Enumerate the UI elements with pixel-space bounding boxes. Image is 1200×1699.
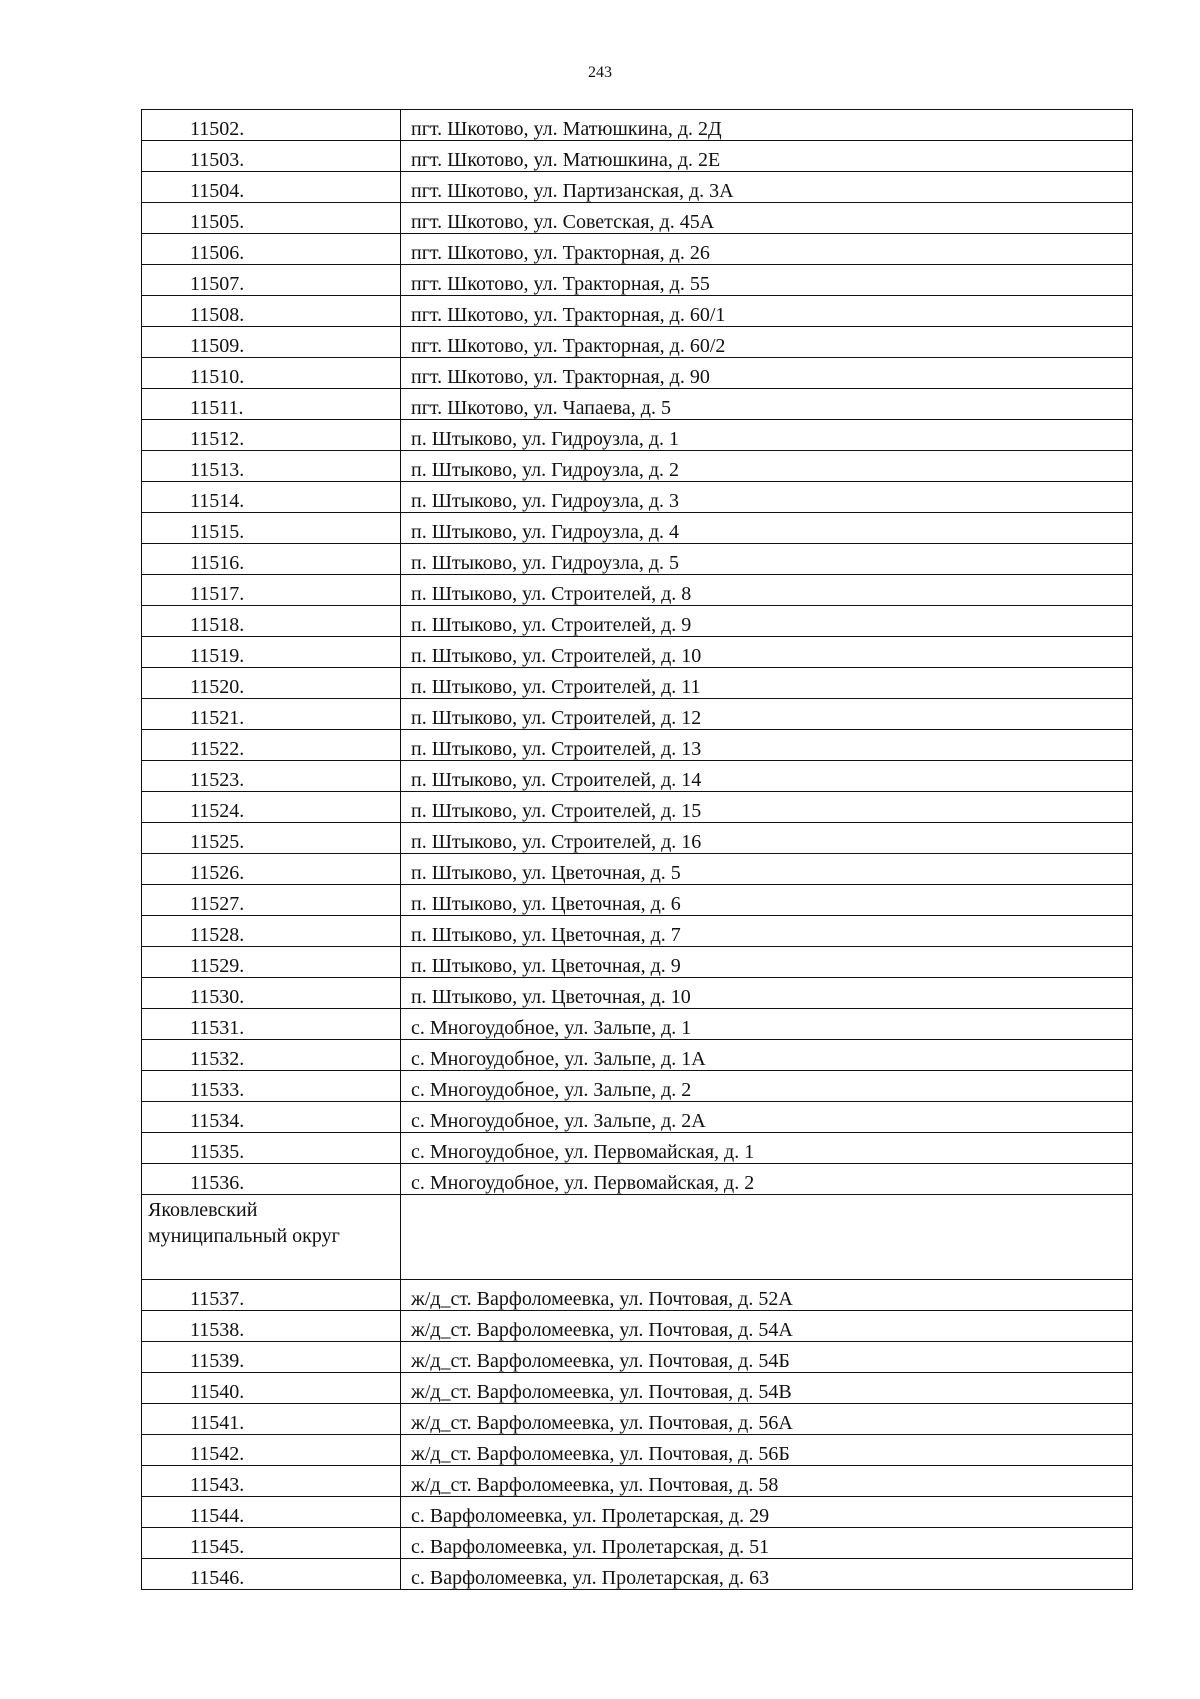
row-number: 11507.: [142, 265, 401, 296]
row-address: п. Штыково, ул. Цветочная, д. 5: [401, 854, 1133, 885]
row-address: пгт. Шкотово, ул. Партизанская, д. 3А: [401, 172, 1133, 203]
row-number: 11545.: [142, 1528, 401, 1559]
row-address: ж/д_ст. Варфоломеевка, ул. Почтовая, д. 54В: [401, 1373, 1133, 1404]
row-address: пгт. Шкотово, ул. Матюшкина, д. 2Д: [401, 110, 1133, 141]
row-address: с. Многоудобное, ул. Зальпе, д. 2А: [401, 1102, 1133, 1133]
row-number: 11514.: [142, 482, 401, 513]
row-address: п. Штыково, ул. Цветочная, д. 6: [401, 885, 1133, 916]
table-row: [142, 761, 1133, 792]
row-number: 11505.: [142, 203, 401, 234]
row-number: 11546.: [142, 1559, 401, 1590]
row-address: пгт. Шкотово, ул. Тракторная, д. 60/1: [401, 296, 1133, 327]
row-address: ж/д_ст. Варфоломеевка, ул. Почтовая, д. 54А: [401, 1311, 1133, 1342]
row-number: 11522.: [142, 730, 401, 761]
table-row: [142, 1071, 1133, 1102]
row-number: 11535.: [142, 1133, 401, 1164]
row-address: п. Штыково, ул. Цветочная, д. 7: [401, 916, 1133, 947]
row-number: 11527.: [142, 885, 401, 916]
table-row: [142, 637, 1133, 668]
row-address: п. Штыково, ул. Гидроузла, д. 2: [401, 451, 1133, 482]
row-address: п. Штыково, ул. Цветочная, д. 10: [401, 978, 1133, 1009]
table-row: [142, 1404, 1133, 1435]
table-row: [142, 606, 1133, 637]
table-row: [142, 389, 1133, 420]
row-number: 11532.: [142, 1040, 401, 1071]
table-row: [142, 172, 1133, 203]
row-number: 11536.: [142, 1164, 401, 1195]
table-row: [142, 1133, 1133, 1164]
row-address: п. Штыково, ул. Строителей, д. 11: [401, 668, 1133, 699]
row-number: 11540.: [142, 1373, 401, 1404]
row-address: ж/д_ст. Варфоломеевка, ул. Почтовая, д. 58: [401, 1466, 1133, 1497]
row-address: пгт. Шкотово, ул. Тракторная, д. 55: [401, 265, 1133, 296]
page-number: 243: [588, 64, 612, 81]
table-row: [142, 1466, 1133, 1497]
row-address: п. Штыково, ул. Строителей, д. 14: [401, 761, 1133, 792]
row-number: 11508.: [142, 296, 401, 327]
row-number: 11503.: [142, 141, 401, 172]
row-number: 11539.: [142, 1342, 401, 1373]
row-address: с. Варфоломеевка, ул. Пролетарская, д. 29: [401, 1497, 1133, 1528]
table-row: [142, 947, 1133, 978]
table-row: [142, 141, 1133, 172]
table-row: [142, 296, 1133, 327]
row-address: п. Штыково, ул. Строителей, д. 9: [401, 606, 1133, 637]
table-row: [142, 1528, 1133, 1559]
row-address: с. Многоудобное, ул. Первомайская, д. 1: [401, 1133, 1133, 1164]
section-empty-cell: [401, 1195, 1133, 1280]
address-table-body: [142, 110, 1133, 1590]
row-number: 11524.: [142, 792, 401, 823]
row-number: 11515.: [142, 513, 401, 544]
table-row: [142, 513, 1133, 544]
row-number: 11518.: [142, 606, 401, 637]
row-address: п. Штыково, ул. Гидроузла, д. 3: [401, 482, 1133, 513]
row-number: 11526.: [142, 854, 401, 885]
row-number: 11506.: [142, 234, 401, 265]
row-address: пгт. Шкотово, ул. Матюшкина, д. 2Е: [401, 141, 1133, 172]
section-name: Яковлевский муниципальный округ: [142, 1195, 401, 1280]
table-row: [142, 1342, 1133, 1373]
table-row: [142, 451, 1133, 482]
row-number: 11541.: [142, 1404, 401, 1435]
row-number: 11525.: [142, 823, 401, 854]
table-row: [142, 1435, 1133, 1466]
row-number: 11516.: [142, 544, 401, 575]
row-address: с. Многоудобное, ул. Первомайская, д. 2: [401, 1164, 1133, 1195]
row-address: с. Многоудобное, ул. Зальпе, д. 2: [401, 1071, 1133, 1102]
row-address: п. Штыково, ул. Гидроузла, д. 4: [401, 513, 1133, 544]
row-number: 11517.: [142, 575, 401, 606]
table-row: [142, 1280, 1133, 1311]
table-row: [142, 854, 1133, 885]
table-row: [142, 420, 1133, 451]
row-address: п. Штыково, ул. Строителей, д. 16: [401, 823, 1133, 854]
table-row: [142, 544, 1133, 575]
row-number: 11534.: [142, 1102, 401, 1133]
row-address: ж/д_ст. Варфоломеевка, ул. Почтовая, д. 56Б: [401, 1435, 1133, 1466]
table-row: [142, 110, 1133, 141]
table-row: [142, 823, 1133, 854]
row-number: 11533.: [142, 1071, 401, 1102]
table-row: [142, 1164, 1133, 1195]
row-number: 11502.: [142, 110, 401, 141]
row-address: п. Штыково, ул. Строителей, д. 15: [401, 792, 1133, 823]
row-number: 11512.: [142, 420, 401, 451]
table-row: [142, 575, 1133, 606]
table-row: [142, 1009, 1133, 1040]
table-row: [142, 482, 1133, 513]
table-row: [142, 203, 1133, 234]
row-address: ж/д_ст. Варфоломеевка, ул. Почтовая, д. 52А: [401, 1280, 1133, 1311]
row-address: п. Штыково, ул. Цветочная, д. 9: [401, 947, 1133, 978]
table-row: [142, 730, 1133, 761]
row-number: 11530.: [142, 978, 401, 1009]
table-row: [142, 1559, 1133, 1590]
table-row: [142, 1040, 1133, 1071]
table-row: [142, 1373, 1133, 1404]
table-row: [142, 358, 1133, 389]
row-number: 11509.: [142, 327, 401, 358]
row-number: 11544.: [142, 1497, 401, 1528]
section-row: [142, 1195, 1133, 1280]
table-row: [142, 978, 1133, 1009]
row-number: 11520.: [142, 668, 401, 699]
row-number: 11519.: [142, 637, 401, 668]
row-number: 11513.: [142, 451, 401, 482]
table-row: [142, 699, 1133, 730]
row-address: п. Штыково, ул. Строителей, д. 10: [401, 637, 1133, 668]
row-address: пгт. Шкотово, ул. Тракторная, д. 60/2: [401, 327, 1133, 358]
table-row: [142, 265, 1133, 296]
row-number: 11531.: [142, 1009, 401, 1040]
row-number: 11529.: [142, 947, 401, 978]
table-row: [142, 327, 1133, 358]
row-address: пгт. Шкотово, ул. Советская, д. 45А: [401, 203, 1133, 234]
row-address: с. Многоудобное, ул. Зальпе, д. 1: [401, 1009, 1133, 1040]
row-number: 11504.: [142, 172, 401, 203]
row-number: 11537.: [142, 1280, 401, 1311]
address-table: [141, 109, 1133, 1590]
row-address: пгт. Шкотово, ул. Тракторная, д. 90: [401, 358, 1133, 389]
table-row: [142, 1102, 1133, 1133]
row-address: ж/д_ст. Варфоломеевка, ул. Почтовая, д. 56А: [401, 1404, 1133, 1435]
row-number: 11510.: [142, 358, 401, 389]
row-address: п. Штыково, ул. Строителей, д. 13: [401, 730, 1133, 761]
row-address: п. Штыково, ул. Гидроузла, д. 5: [401, 544, 1133, 575]
row-number: 11543.: [142, 1466, 401, 1497]
row-address: с. Варфоломеевка, ул. Пролетарская, д. 51: [401, 1528, 1133, 1559]
row-number: 11538.: [142, 1311, 401, 1342]
table-row: [142, 916, 1133, 947]
row-address: с. Варфоломеевка, ул. Пролетарская, д. 63: [401, 1559, 1133, 1590]
table-row: [142, 668, 1133, 699]
row-number: 11528.: [142, 916, 401, 947]
row-address: п. Штыково, ул. Строителей, д. 12: [401, 699, 1133, 730]
table-row: [142, 1497, 1133, 1528]
row-number: 11542.: [142, 1435, 401, 1466]
row-number: 11523.: [142, 761, 401, 792]
table-row: [142, 885, 1133, 916]
row-number: 11521.: [142, 699, 401, 730]
row-address: п. Штыково, ул. Строителей, д. 8: [401, 575, 1133, 606]
table-row: [142, 234, 1133, 265]
row-address: пгт. Шкотово, ул. Тракторная, д. 26: [401, 234, 1133, 265]
row-address: пгт. Шкотово, ул. Чапаева, д. 5: [401, 389, 1133, 420]
row-address: с. Многоудобное, ул. Зальпе, д. 1А: [401, 1040, 1133, 1071]
row-number: 11511.: [142, 389, 401, 420]
table-row: [142, 1311, 1133, 1342]
table-row: [142, 792, 1133, 823]
row-address: п. Штыково, ул. Гидроузла, д. 1: [401, 420, 1133, 451]
row-address: ж/д_ст. Варфоломеевка, ул. Почтовая, д. 54Б: [401, 1342, 1133, 1373]
